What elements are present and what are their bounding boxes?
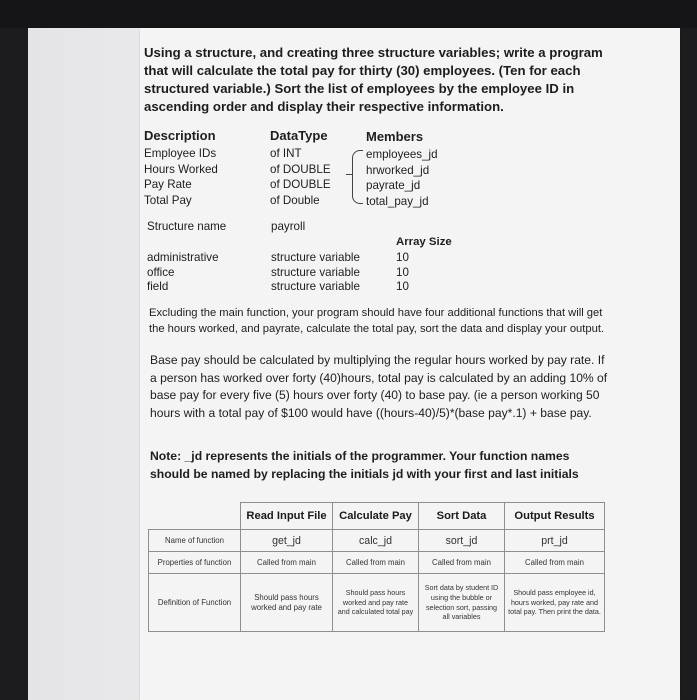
table-cell: calc_jd (333, 530, 419, 552)
brace-tip (346, 174, 353, 175)
description-cell: Pay Rate (144, 178, 192, 192)
structure-name-label: Structure name (147, 220, 227, 233)
column-header: Output Results (505, 503, 605, 530)
basepay-paragraph: Base pay should be calculated by multiplying the regular hours worked by pay rate. If a person has worked over forty (40)hours, total pay is calculated by an adding 10% of base pay for every five (5) hours over forty (40) to base pay. (ie a person working 50 hours with a total pay of $100 would have ((hours-40)/5)*(base pay*.1) + base pay. (150, 353, 608, 420)
table-cell: Called from main (505, 552, 605, 574)
column-header: Read Input File (241, 503, 333, 530)
top-bar (0, 0, 697, 28)
variable-size: 10 (396, 265, 409, 279)
description-cell: Total Pay (144, 193, 192, 207)
table-cell: get_jd (241, 530, 333, 552)
row-header: Name of function (149, 530, 241, 552)
column-header: Sort Data (419, 503, 505, 530)
table-cell: Should pass hours worked and pay rate and calculated total pay (333, 574, 419, 632)
variable-name: office (147, 265, 175, 279)
description-column (144, 146, 218, 208)
member-cell: total_pay_jd (366, 194, 429, 208)
variable-type: structure variable (271, 280, 360, 293)
description-cell: Employee IDs (144, 147, 217, 160)
table-row (149, 530, 605, 552)
table-corner (149, 503, 241, 530)
table-row (149, 552, 605, 574)
table-cell: Called from main (241, 552, 333, 574)
row-header: Definition of Function (149, 574, 241, 632)
table-cell: Called from main (419, 552, 505, 574)
note-paragraph: Note: _jd represents the initials of the programmer. Your function names should be named by replacing the initials jd with your first and last initials (150, 449, 579, 481)
variable-size: 10 (396, 251, 409, 264)
structure-name-value: payroll (271, 220, 306, 233)
datatype-cell: of DOUBLE (270, 162, 331, 176)
variable-size-column (396, 251, 409, 295)
variable-type-column (271, 251, 360, 295)
table-cell: Called from main (333, 552, 419, 574)
member-cell: hrworked_jd (366, 163, 430, 177)
members-brace (352, 150, 363, 204)
description-cell: Hours Worked (144, 162, 218, 176)
variable-type: structure variable (271, 251, 360, 264)
datatype-header: DataType (270, 128, 328, 143)
functions-paragraph: Excluding the main function, your program should have four additional functions that will get the hours worked, and payrate, calculate the total pay, sort the data and display your output. (149, 307, 605, 335)
table-header-row (149, 503, 605, 530)
table-cell: prt_jd (505, 530, 605, 552)
functions-table (148, 502, 605, 632)
array-size-header: Array Size (396, 236, 452, 248)
members-header: Members (366, 129, 424, 144)
table-row (149, 574, 605, 632)
variable-type: structure variable (271, 265, 360, 279)
description-header: Description (144, 128, 216, 143)
datatype-cell: of INT (270, 147, 302, 160)
datatype-column (270, 146, 331, 208)
intro-paragraph: Using a structure, and creating three structure variables; write a program that will calculate the total pay for thirty (30) employees. (Ten for each structured variable.) Sort the list of employees by the employee ID in ascending order and display their respective information. (144, 45, 603, 114)
table-cell: Sort data by student ID using the bubble or selection sort, passing all variables (419, 574, 505, 632)
variable-name-column (147, 251, 219, 295)
table-cell: Should pass hours worked and pay rate (241, 574, 333, 632)
member-cell: payrate_jd (366, 179, 421, 193)
members-column (366, 147, 438, 209)
variable-name: field (147, 280, 169, 293)
member-cell: employees_jd (366, 148, 438, 161)
row-header: Properties of function (149, 552, 241, 574)
table-cell: sort_jd (419, 530, 505, 552)
variable-name: administrative (147, 251, 219, 264)
table-cell: Should pass employee id, hours worked, pay rate and total pay. Then print the data. (505, 574, 605, 632)
datatype-cell: of DOUBLE (270, 178, 331, 192)
column-header: Calculate Pay (333, 503, 419, 530)
datatype-cell: of Double (270, 193, 320, 207)
variable-size: 10 (396, 280, 409, 293)
